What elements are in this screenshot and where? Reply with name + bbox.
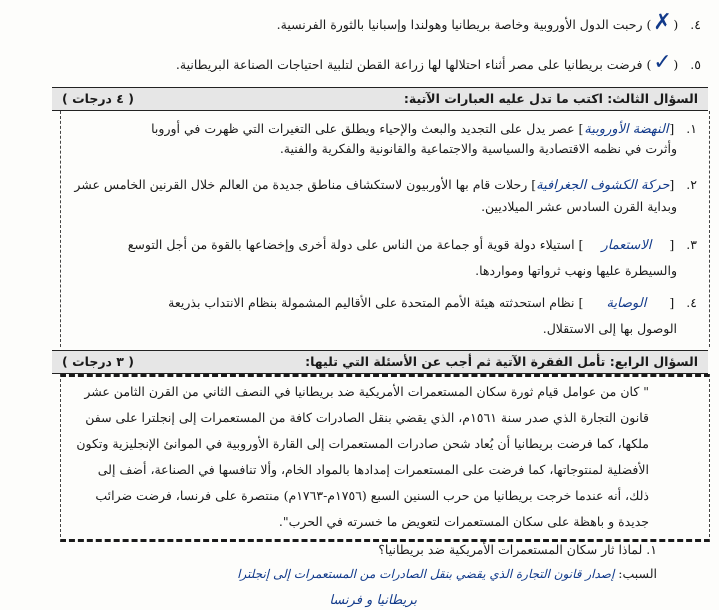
definition-continuation: وأثرت في نظمه الاقتصادية والسياسية والاجتماعية والقانونية والفكرية والفنية. [279, 141, 677, 156]
definition-item: ١. [النهضة الأوروبية] عصر يدل على التجديد والبعث والإحياء ويطلق على التغيرات التي ظهرت في أوروبا [151, 121, 697, 137]
definition-continuation: الوصول بها إلى الاستقلال. [542, 321, 677, 336]
tf-item-text: فرضت بريطانيا على مصر أثناء احتلالها لها زراعة القطن لتلبية احتياجات الصناعة البريطانية. [175, 57, 643, 72]
handwritten-answer: النهضة الأوروبية [584, 122, 669, 137]
tf-item-number: ٤. [690, 17, 701, 32]
definition-text: استيلاء دولة قوية أو جماعة من الناس على دولة أخرى وإخضاعها بالقوة من أجل التوسع [127, 237, 575, 252]
definition-continuation: والسيطرة عليها ونهب ثرواتها ومواردها. [475, 263, 677, 278]
question-4-title: السؤال الرابع: تأمل الفقرة الآتية ثم أجب عن الأسئلة التي تليها: [305, 354, 698, 369]
passage-line: الأفضلية لمنتوجاتها، كما فرضت على المستعمرات إمدادها بالمواد الخام، وألا تنافسها في الصناعة، أضف إلى [97, 462, 649, 477]
reason-label: السبب: [618, 566, 657, 581]
handwritten-answer: بريطانيا و فرنسا [329, 593, 417, 608]
item-number: ٢. [686, 177, 697, 192]
passage-line: " كان من عوامل قيام ثورة سكان المستعمرات الأمريكية ضد بريطانيا في النصف الثاني من القرن الثامن عشر [84, 384, 649, 399]
answer-row [329, 592, 657, 608]
tf-item-text: رحبت الدول الأوروبية وخاصة بريطانيا وهولندا وإسبانيا بالثورة الفرنسية. [276, 17, 643, 32]
cross-mark-icon: ✗ [653, 10, 672, 35]
definition-text: عصر يدل على التجديد والبعث والإحياء ويطلق على التغيرات التي ظهرت في أوروبا [151, 121, 575, 136]
answer-row [237, 566, 657, 581]
question-3-title: السؤال الثالث: اكتب ما تدل عليه العبارات الآتية: [403, 91, 698, 106]
passage-line: قانون التجارة الذي صدر سنة ١٥٦١م، الذي يقضي بنقل الصادرات كافة من المستعمرات إلى إنجلترا على سفن [85, 410, 649, 425]
handwritten-answer: الاستعمار [601, 238, 652, 253]
definition-item: ٤. [الوصاية] نظام استحدثته هيئة الأمم المتحدة على الأقاليم المشمولة بنظام الانتداب بذريعة [168, 295, 697, 311]
question-4-degrees: ( ٣ درجات ) [62, 354, 135, 369]
definition-item: ٢. [حركة الكشوف الجغرافية] رحلات قام بها الأوربيون لاستكشاف مناطق جديدة من العالم خلال القرنين الخامس عشر [74, 177, 697, 193]
question-4-header [52, 350, 708, 374]
question-3-header [52, 87, 708, 111]
passage-line: ذلك، أنه عندما خرجت بريطانيا من حرب السنين السبع (١٧٥٦م-١٧٦٣م) منتصرة على فرنسا، فرضت ضرائب [95, 488, 649, 503]
definition-continuation: وبداية القرن السادس عشر الميلاديين. [481, 199, 677, 214]
passage-line: جديدة و باهظة على سكان المستعمرات لتعويض ما خسرته في الحرب". [278, 514, 649, 529]
definition-text: رحلات قام بها الأوربيون لاستكشاف مناطق جديدة من العالم خلال القرنين الخامس عشر [74, 177, 528, 192]
handwritten-answer: إصدار قانون التجارة الذي يقضي بنقل الصادرات من المستعمرات إلى إنجلترا [237, 567, 615, 581]
check-mark-icon: ✓ [653, 50, 672, 75]
question-3-degrees: ( ٤ درجات ) [62, 91, 135, 106]
tf-item-number: ٥. [690, 57, 701, 72]
item-number: ١. [686, 121, 697, 136]
item-number: ٣. [686, 237, 697, 252]
question-1: ١. لماذا ثار سكان المستعمرات الأمريكية ضد بريطانيا؟ [378, 542, 657, 557]
definition-text: نظام استحدثته هيئة الأمم المتحدة على الأقاليم المشمولة بنظام الانتداب بذريعة [168, 295, 575, 310]
definition-item: ٣. [الاستعمار] استيلاء دولة قوية أو جماعة من الناس على دولة أخرى وإخضاعها بالقوة من أجل التوسع [127, 237, 697, 253]
handwritten-answer: الوصاية [606, 296, 647, 311]
handwritten-answer: حركة الكشوف الجغرافية [536, 178, 670, 193]
passage-line: ملكها، كما فرضت بريطانيا أن يُعاد شحن صادرات المستعمرات إلى القارة الأوروبية في الموانئ الإنجليزية وتكون [76, 436, 649, 451]
tf-item: ٥. (✓) فرضت بريطانيا على مصر أثناء احتلالها لها زراعة القطن لتلبية احتياجات الصناعة البريطانية. [175, 50, 701, 75]
item-number: ٤. [686, 295, 697, 310]
tf-item: ٤. (✗) رحبت الدول الأوروبية وخاصة بريطانيا وهولندا وإسبانيا بالثورة الفرنسية. [276, 10, 701, 35]
